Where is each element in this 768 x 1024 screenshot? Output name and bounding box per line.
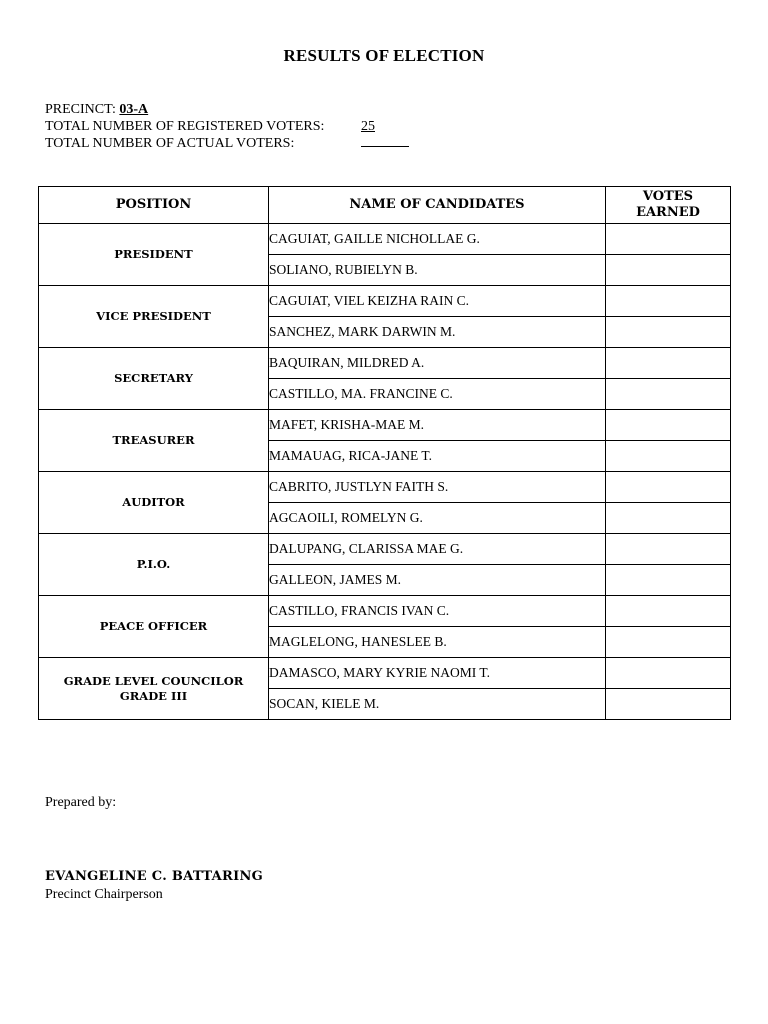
- precinct-row: [45, 101, 409, 118]
- registered-voters-row: [45, 118, 409, 135]
- prepared-by-label: Prepared by:: [45, 795, 117, 810]
- signatory-name: EVANGELINE C. BATTARING: [45, 869, 264, 884]
- position-cell: PEACE OFFICER: [39, 596, 269, 658]
- candidate-name-cell: CABRITO, JUSTLYN FAITH S.: [269, 472, 606, 503]
- candidate-name-cell: CAGUIAT, VIEL KEIZHA RAIN C.: [269, 286, 606, 317]
- candidate-name-cell: CAGUIAT, GAILLE NICHOLLAE G.: [269, 224, 606, 255]
- signatory-title: Precinct Chairperson: [45, 887, 163, 902]
- votes-cell[interactable]: [606, 658, 731, 689]
- candidate-name-cell: MAMAUAG, RICA-JANE T.: [269, 441, 606, 472]
- actual-voters-label: TOTAL NUMBER OF ACTUAL VOTERS:: [45, 136, 295, 151]
- registered-voters-value: 25: [361, 119, 375, 134]
- votes-cell[interactable]: [606, 317, 731, 348]
- position-cell: PRESIDENT: [39, 224, 269, 286]
- candidate-name-cell: SOLIANO, RUBIELYN B.: [269, 255, 606, 286]
- votes-cell[interactable]: [606, 565, 731, 596]
- votes-cell[interactable]: [606, 627, 731, 658]
- votes-cell[interactable]: [606, 689, 731, 720]
- candidate-name-cell: AGCAOILI, ROMELYN G.: [269, 503, 606, 534]
- actual-voters-row: [45, 135, 409, 152]
- votes-cell[interactable]: [606, 286, 731, 317]
- candidate-name-cell: BAQUIRAN, MILDRED A.: [269, 348, 606, 379]
- candidate-row: [39, 348, 731, 379]
- candidate-row: [39, 596, 731, 627]
- position-cell: SECRETARY: [39, 348, 269, 410]
- header-votes: VOTES EARNED: [606, 187, 731, 224]
- votes-cell[interactable]: [606, 379, 731, 410]
- votes-cell[interactable]: [606, 534, 731, 565]
- precinct-label: PRECINCT:: [45, 102, 116, 117]
- position-cell: GRADE LEVEL COUNCILOR GRADE III: [39, 658, 269, 720]
- position-cell: VICE PRESIDENT: [39, 286, 269, 348]
- votes-cell[interactable]: [606, 441, 731, 472]
- candidate-name-cell: DAMASCO, MARY KYRIE NAOMI T.: [269, 658, 606, 689]
- signatory-block: [45, 868, 263, 904]
- votes-cell[interactable]: [606, 348, 731, 379]
- header-candidates: NAME OF CANDIDATES: [269, 187, 606, 224]
- position-cell: AUDITOR: [39, 472, 269, 534]
- position-cell: TREASURER: [39, 410, 269, 472]
- candidate-name-cell: DALUPANG, CLARISSA MAE G.: [269, 534, 606, 565]
- votes-cell[interactable]: [606, 472, 731, 503]
- position-cell: P.I.O.: [39, 534, 269, 596]
- registered-voters-label: TOTAL NUMBER OF REGISTERED VOTERS:: [45, 119, 325, 134]
- candidate-name-cell: CASTILLO, FRANCIS IVAN C.: [269, 596, 606, 627]
- precinct-value: 03-A: [119, 102, 149, 117]
- candidate-row: [39, 286, 731, 317]
- votes-cell[interactable]: [606, 503, 731, 534]
- candidate-row: [39, 534, 731, 565]
- candidate-row: [39, 472, 731, 503]
- header-position: POSITION: [39, 187, 269, 224]
- candidate-row: [39, 658, 731, 689]
- precinct-info: [45, 101, 409, 152]
- header-row: [39, 187, 731, 224]
- candidate-name-cell: GALLEON, JAMES M.: [269, 565, 606, 596]
- candidate-name-cell: SANCHEZ, MARK DARWIN M.: [269, 317, 606, 348]
- votes-cell[interactable]: [606, 224, 731, 255]
- candidate-name-cell: MAFET, KRISHA-MAE M.: [269, 410, 606, 441]
- candidate-name-cell: MAGLELONG, HANESLEE B.: [269, 627, 606, 658]
- document-title: RESULTS OF ELECTION: [283, 46, 485, 65]
- candidate-name-cell: SOCAN, KIELE M.: [269, 689, 606, 720]
- results-table: [38, 186, 731, 720]
- votes-cell[interactable]: [606, 410, 731, 441]
- votes-cell[interactable]: [606, 596, 731, 627]
- candidate-name-cell: CASTILLO, MA. FRANCINE C.: [269, 379, 606, 410]
- candidate-row: [39, 224, 731, 255]
- candidate-row: [39, 410, 731, 441]
- votes-cell[interactable]: [606, 255, 731, 286]
- actual-voters-blank: [361, 135, 409, 147]
